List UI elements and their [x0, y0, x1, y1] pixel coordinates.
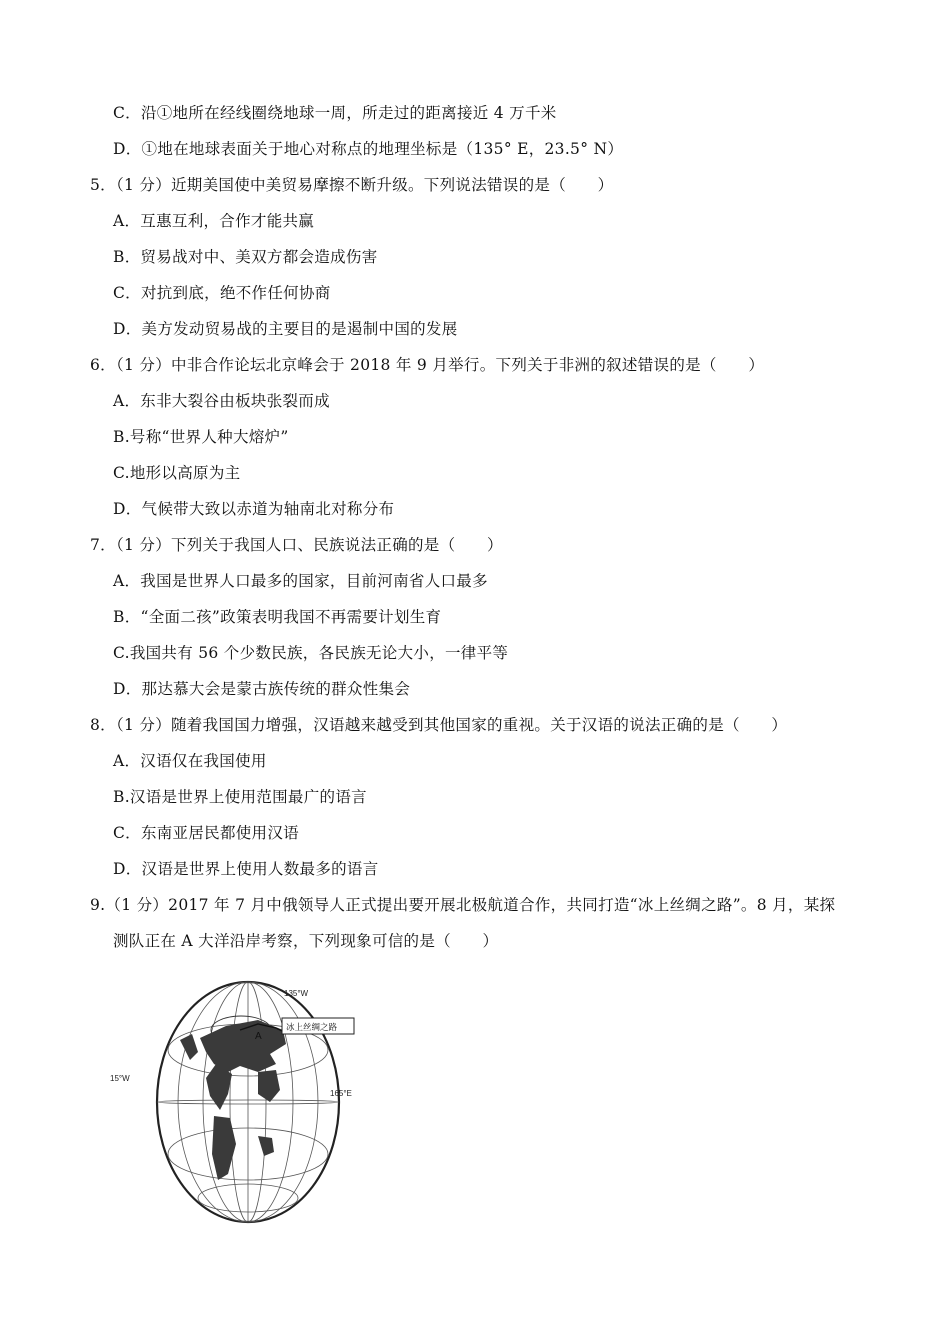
option-a: A．汉语仅在我国使用: [113, 752, 267, 770]
option-b: B.汉语是世界上使用范围最广的语言: [113, 788, 367, 806]
question-stem: 8．（1 分）随着我国国力增强，汉语越来越受到其他国家的重视。关于汉语的说法正确的是（ ）: [90, 716, 788, 734]
option-a: A．东非大裂谷由板块张裂而成: [113, 392, 330, 410]
option-b: B．“全面二孩”政策表明我国不再需要计划生育: [113, 608, 442, 626]
option-c: C．沿①地所在经线圈绕地球一周，所走过的距离接近 4 万千米: [113, 104, 557, 122]
label-route: 冰上丝绸之路: [286, 1023, 338, 1033]
option-b: B.号称“世界人种大熔炉”: [113, 428, 289, 446]
question-stem: 5．（1 分）近期美国使中美贸易摩擦不断升级。下列说法错误的是（ ）: [90, 176, 614, 194]
label-a: A: [255, 1031, 262, 1042]
option-a: A．互惠互利，合作才能共赢: [113, 212, 315, 230]
label-135w: 135°W: [284, 989, 309, 998]
option-a: A．我国是世界人口最多的国家，目前河南省人口最多: [113, 572, 488, 590]
option-c: C．对抗到底，绝不作任何协商: [113, 284, 331, 302]
label-15w: 15°W: [110, 1074, 130, 1083]
question-stem-continuation: 测队正在 A 大洋沿岸考察，下列现象可信的是（ ）: [113, 932, 499, 950]
option-c: C.地形以高原为主: [113, 464, 241, 482]
option-d: D．那达慕大会是蒙古族传统的群众性集会: [113, 680, 411, 698]
world-map-figure: [108, 968, 368, 1230]
option-d: D．汉语是世界上使用人数最多的语言: [113, 860, 379, 878]
question-stem: 7．（1 分）下列关于我国人口、民族说法正确的是（ ）: [90, 536, 503, 554]
option-c: C．东南亚居民都使用汉语: [113, 824, 299, 842]
question-stem: 6．（1 分）中非合作论坛北京峰会于 2018 年 9 月举行。下列关于非洲的叙述错误的是（ ）: [90, 356, 765, 374]
label-165e: 165°E: [330, 1089, 352, 1098]
option-d: D．①地在地球表面关于地心对称点的地理坐标是（135° E，23.5° N）: [113, 140, 624, 158]
option-c: C.我国共有 56 个少数民族，各民族无论大小，一律平等: [113, 644, 509, 662]
option-d: D．美方发动贸易战的主要目的是遏制中国的发展: [113, 320, 458, 338]
question-stem: 9.（1 分）2017 年 7 月中俄领导人正式提出要开展北极航道合作，共同打造“冰上丝绸之路”。8 月，某探: [90, 896, 836, 914]
option-d: D．气候带大致以赤道为轴南北对称分布: [113, 500, 395, 518]
option-b: B．贸易战对中、美双方都会造成伤害: [113, 248, 378, 266]
